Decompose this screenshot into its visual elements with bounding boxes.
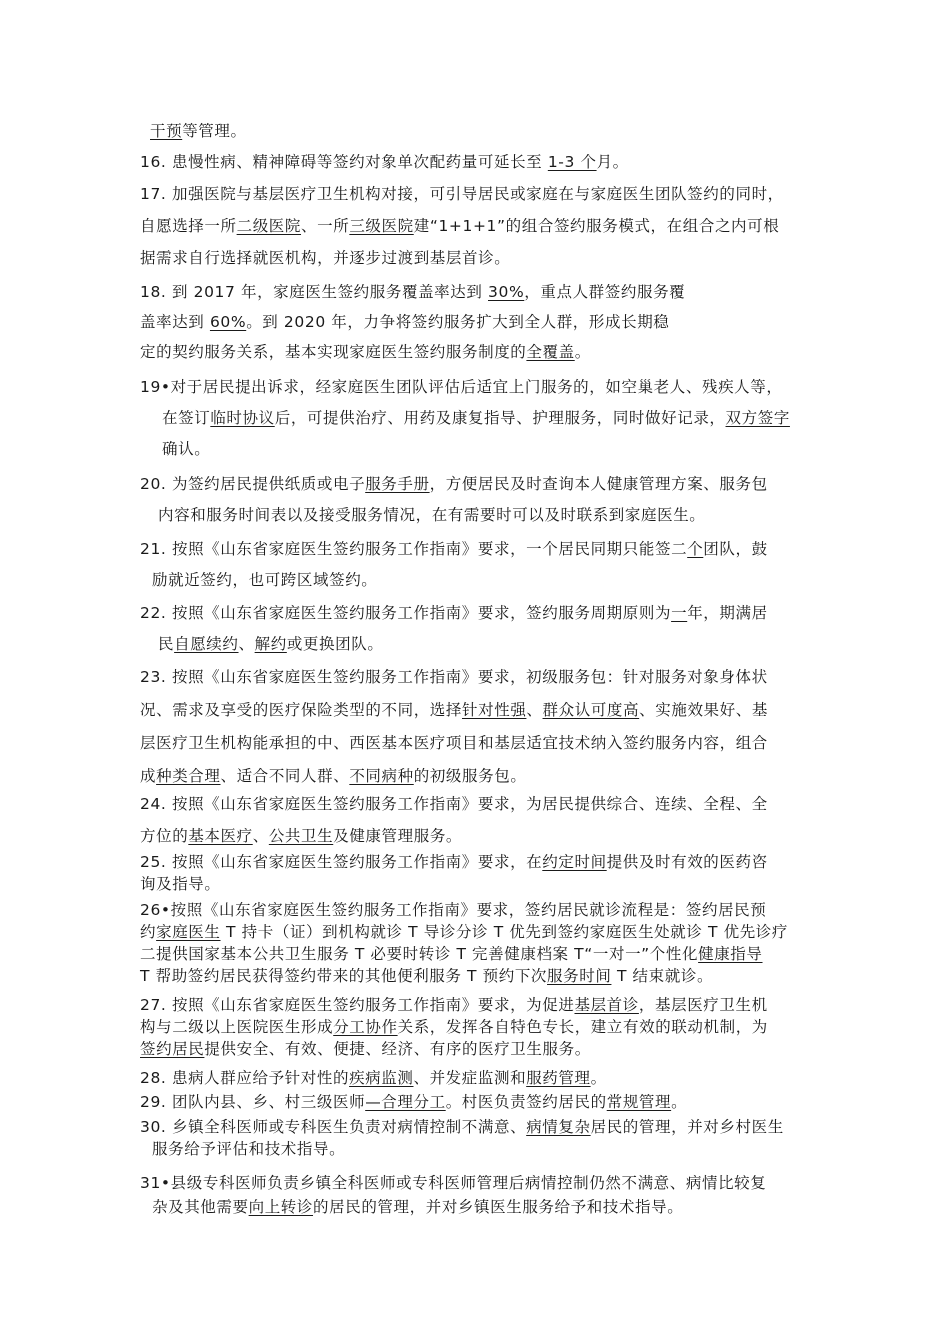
text-run: T 帮助签约居民获得签约带来的其他便利服务 T 预约下次 [140, 967, 548, 985]
underlined-term: 基本医疗 [188, 827, 253, 845]
text-line [140, 566, 825, 594]
text-run: 28. 患病人群应给予针对性的 [140, 1069, 350, 1087]
text-line [140, 148, 825, 176]
text-run: 27. 按照《山东省家庭医生签约服务工作指南》要求，为促进 [140, 996, 575, 1014]
text-run: ，基层医疗卫生机 [638, 996, 768, 1014]
paragraph-27 [140, 994, 825, 1060]
text-run: 。 [590, 1069, 607, 1087]
underlined-term: 干预 [150, 122, 183, 140]
underlined-term: 全覆盖 [526, 343, 575, 361]
underlined-term: 三级医院 [349, 217, 414, 235]
underlined-term: 服务手册 [365, 475, 430, 493]
text-line [140, 1067, 825, 1089]
text-line [140, 1138, 825, 1160]
paragraph-20 [140, 470, 825, 529]
text-run: 层医疗卫生机构能承担的中、西医基本医疗项目和基层适宜技术纳入签约服务内容，组合 [140, 734, 768, 752]
text-run: 内容和服务时间表以及接受服务情况，在有需要时可以及时联系到家庭医生。 [158, 506, 706, 524]
underlined-term: 疾病监测 [349, 1069, 414, 1087]
text-run: 31•县级专科医师负责乡镇全科医师或专科医师管理后病情控制仍然不满意、病情比较复 [140, 1174, 767, 1192]
text-line [140, 762, 825, 790]
text-run: 30. 乡镇全科医师或专科医生负责对病情控制不满意、 [140, 1118, 527, 1136]
underlined-term: 不同病种 [349, 767, 414, 785]
text-run: 或更换团队。 [286, 635, 384, 653]
text-line [140, 994, 825, 1016]
text-line [150, 117, 835, 145]
text-run: 团队，鼓 [703, 540, 768, 558]
paragraph-25 [140, 851, 825, 895]
text-run: 民 [158, 635, 175, 653]
underlined-term: 临时协议 [210, 409, 275, 427]
paragraph-29 [140, 1091, 825, 1113]
text-run: 。村医负责签约居民的 [445, 1093, 607, 1111]
underlined-term: 家庭医生 [156, 923, 221, 941]
text-line [140, 1038, 825, 1060]
text-line [140, 943, 825, 965]
underlined-term: 针对性强 [462, 701, 527, 719]
text-run: 提供及时有效的医药咨 [606, 853, 768, 871]
text-run: 及健康管理服务。 [333, 827, 463, 845]
text-run: 励就近签约，也可跨区域签约。 [152, 571, 378, 589]
text-run: 服务给予评估和技术指导。 [152, 1140, 346, 1158]
text-run: 建“1+1+1”的组合签约服务模式，在组合之内可根 [413, 217, 780, 235]
text-run: 。到 2020 年，力争将签约服务扩大到全人群，形成长期稳 [246, 313, 670, 331]
underlined-term: 病情复杂 [526, 1118, 591, 1136]
paragraph-17 [140, 180, 825, 272]
text-run: 、一所 [301, 217, 350, 235]
text-run: 盖率达到 [140, 313, 210, 331]
text-line [140, 1172, 825, 1194]
text-line [140, 696, 825, 724]
text-run: 、实施效果好、基 [639, 701, 768, 719]
underlined-term: 解约 [254, 635, 287, 653]
paragraph-21 [140, 535, 825, 594]
underlined-term: 双方签字 [725, 409, 790, 427]
text-line [140, 501, 825, 529]
underlined-term: 基层首诊 [574, 996, 639, 1014]
text-run: 16. 患慢性病、精神障碍等签约对象单次配药量可延长至 [140, 153, 548, 171]
text-run: 后，可提供治疗、用药及康复指导、护理服务，同时做好记录， [274, 409, 726, 427]
text-line [140, 535, 825, 563]
text-line [140, 663, 825, 691]
underlined-term: 自愿续约 [174, 635, 239, 653]
text-line [140, 790, 825, 818]
text-line [140, 1196, 825, 1218]
text-run: 约 [140, 923, 157, 941]
text-run: 居民的管理，并对乡村医生 [590, 1118, 784, 1136]
paragraph-22 [140, 599, 825, 658]
text-run: 17. 加强医院与基层医疗卫生机构对接，可引导居民或家庭在与家庭医生团队签约的同时， [140, 185, 784, 203]
text-run: 二提供国家基本公共卫生服务 T 必要时转诊 T 完善健康档案 T“一对一”个性化 [140, 945, 699, 963]
text-run: 21. 按照《山东省家庭医生签约服务工作指南》要求，一个居民同期只能签二 [140, 540, 688, 558]
text-run: 况、需求及享受的医疗保险类型的不同，选择 [140, 701, 463, 719]
text-run: 、并发症监测和 [413, 1069, 527, 1087]
text-run: 确认。 [162, 440, 211, 458]
text-run: 成 [140, 767, 157, 785]
text-run: 在签订 [162, 409, 211, 427]
text-run: 方位的 [140, 827, 189, 845]
text-run: 、 [238, 635, 255, 653]
underlined-term: 60% [209, 313, 247, 331]
underlined-term: 分工协作 [333, 1018, 398, 1036]
text-run: 自愿选择一所 [140, 217, 237, 235]
underlined-term: 二级医院 [236, 217, 302, 235]
text-line [140, 180, 825, 208]
text-run: 25. 按照《山东省家庭医生签约服务工作指南》要求，在 [140, 853, 543, 871]
text-line [140, 899, 825, 921]
text-line [140, 873, 825, 895]
text-run: 定的契约服务关系，基本实现家庭医生签约服务制度的 [140, 343, 527, 361]
text-run: 提供安全、有效、便捷、经济、有序的医疗卫生服务。 [204, 1040, 591, 1058]
text-run: 等管理。 [182, 122, 247, 140]
underlined-term: 个 [687, 540, 704, 558]
text-line [140, 373, 825, 401]
text-run: ，重点人群签约服务覆 [524, 283, 686, 301]
text-run: 24. 按照《山东省家庭医生签约服务工作指南》要求，为居民提供综合、连续、全程、全 [140, 795, 768, 813]
text-run: 29. 团队内县、乡、村三级医师 [140, 1093, 366, 1111]
text-run: 。 [574, 343, 591, 361]
underlined-term: 公共卫生 [268, 827, 334, 845]
text-line [140, 435, 825, 463]
underlined-term: 服务时间 [547, 967, 612, 985]
underlined-term: 群众认可度高 [542, 701, 640, 719]
paragraph-28 [140, 1067, 825, 1089]
text-line [140, 599, 825, 627]
text-line [140, 404, 825, 432]
underlined-term: 向上转诊 [248, 1198, 314, 1216]
text-run: 20. 为签约居民提供纸质或电子 [140, 475, 366, 493]
paragraph-30 [140, 1116, 825, 1160]
paragraph-31 [140, 1172, 825, 1218]
text-line [140, 1091, 825, 1113]
underlined-term: 签约居民 [140, 1040, 205, 1058]
text-run: 、适合不同人群、 [220, 767, 350, 785]
text-run: 23. 按照《山东省家庭医生签约服务工作指南》要求，初级服务包：针对服务对象身体状 [140, 668, 768, 686]
text-line [140, 1016, 825, 1038]
text-line [140, 1116, 825, 1138]
underlined-term: 服药管理 [526, 1069, 591, 1087]
text-run: 18. 到 2017 年，家庭医生签约服务覆盖率达到 [140, 283, 489, 301]
paragraph-23 [140, 663, 825, 790]
text-run: 的居民的管理，并对乡镇医生服务给予和技术指导。 [313, 1198, 684, 1216]
text-run: 、 [526, 701, 543, 719]
underlined-term: 种类合理 [156, 767, 221, 785]
text-run: T 结束就诊。 [611, 967, 714, 985]
underlined-term: 1-3 个 [547, 153, 597, 171]
text-run: 、 [252, 827, 269, 845]
underlined-term: —合理分工 [365, 1093, 446, 1111]
text-run: 年，期满居 [687, 604, 768, 622]
text-run: 构与二级以上医院医生形成 [140, 1018, 334, 1036]
text-line [140, 851, 825, 873]
underlined-term: 一 [671, 604, 688, 622]
paragraph-19 [140, 373, 825, 463]
text-run: ，方便居民及时查询本人健康管理方案、服务包 [429, 475, 768, 493]
text-line [140, 729, 825, 757]
paragraph-24 [140, 790, 825, 850]
paragraph-15-continuation [150, 117, 835, 145]
text-line [140, 338, 825, 366]
text-run: T 持卡（证）到机构就诊 T 导诊分诊 T 优先到签约家庭医生处就诊 T 优先诊疗 [220, 923, 789, 941]
text-run: 关系，发挥各自特色专长，建立有效的联动机制，为 [397, 1018, 768, 1036]
text-run: 19•对于居民提出诉求，经家庭医生团队评估后适宜上门服务的，如空巢老人、残疾人等， [140, 378, 783, 396]
text-run: 杂及其他需要 [152, 1198, 249, 1216]
underlined-term: 常规管理 [606, 1093, 672, 1111]
text-line [140, 965, 825, 987]
text-line [140, 630, 825, 658]
text-run: 26•按照《山东省家庭医生签约服务工作指南》要求，签约居民就诊流程是：签约居民预 [140, 901, 767, 919]
text-line [140, 470, 825, 498]
text-run: 月。 [596, 153, 629, 171]
underlined-term: 30% [488, 283, 525, 301]
text-line [140, 244, 825, 272]
text-line [140, 822, 825, 850]
paragraph-18 [140, 278, 825, 366]
text-run: 。 [671, 1093, 688, 1111]
underlined-term: 约定时间 [542, 853, 607, 871]
text-run: 据需求自行选择就医机构，并逐步过渡到基层首诊。 [140, 249, 511, 267]
underlined-term: 健康指导 [698, 945, 763, 963]
text-line [140, 921, 825, 943]
text-run: 询及指导。 [140, 875, 221, 893]
text-line [140, 212, 825, 240]
text-line [140, 278, 825, 306]
paragraph-16 [140, 148, 825, 176]
paragraph-26 [140, 899, 825, 987]
text-run: 22. 按照《山东省家庭医生签约服务工作指南》要求，签约服务周期原则为 [140, 604, 672, 622]
text-run: 的初级服务包。 [413, 767, 527, 785]
text-line [140, 308, 825, 336]
